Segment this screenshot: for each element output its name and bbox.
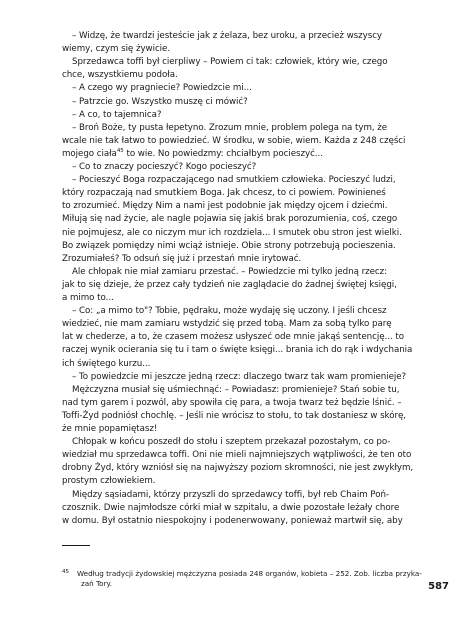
text-line: – Pocieszyć Boga rozpaczającego nad smutkiem człowieka. Pocieszyć ludzi,	[72, 175, 396, 186]
text-line: że mnie popamiętasz!	[62, 424, 158, 434]
text-line: jak to się dzieje, że przez cały tydzień nie zaglądacie do żadnej świętej księgi,	[62, 279, 397, 290]
text-line: lat w chederze, a to, że czasem możesz usłyszeć ode mnie jakąś sentencję... to	[62, 332, 404, 343]
text-line: Chłopak w końcu poszedł do stołu i szeptem przekazał pozostałym, co po-	[72, 437, 391, 448]
text-line: Bo związek pomiędzy nimi wciąż istnieje. Obie strony potrzebują pocieszenia.	[62, 240, 396, 251]
text-line: Toffi-Żyd podniósł chochlę. – Jeśli nie wrócisz to stołu, to tak dostaniesz w skórę,	[62, 410, 407, 421]
text-line: prostym człowiekiem.	[62, 476, 156, 487]
footnote-line-1: $^{45}$ Według tradycji żydowskiej mężczyzna posiada 248 organów, kobieta – 252. Zob. liczba przyka-	[62, 569, 422, 578]
text-line: wiemy, czym się żywicie.	[62, 44, 171, 55]
footnote-ref: 45	[116, 147, 124, 154]
text-line: Sprzedawca toffi był cierpliwy – Powiem ci tak: człowiek, który wie, czego	[72, 57, 388, 68]
text-line: wiedzieć, nie mam zamiaru wstydzić się przed tobą. Mam za sobą tylko parę	[62, 319, 392, 330]
footnote-number: 45	[62, 569, 69, 575]
text-line: – A co, to tajemnica?	[72, 109, 162, 120]
text-line: chce, wszystkiemu podoła.	[62, 70, 178, 81]
text-line: – To powiedzcie mi jeszcze jedną rzecz: dlaczego twarz tak wam promienieje?	[72, 371, 407, 382]
text-line: Między sąsiadami, którzy przyszli do sprzedawcy toffi, był reb Chaim Poń-	[72, 489, 389, 500]
text-line: wcale nie tak łatwo to powiedzieć. W środku, w sobie, wiem. Każda z 248 części	[62, 135, 406, 146]
text-line: – Patrzcie go. Wszystko muszę ci mówić?	[72, 96, 248, 107]
text-line: raczej wynik ocierania się tu i tam o święte księgi... brania ich do rąk i wdychania	[62, 345, 413, 356]
text-line: – Broń Boże, ty pusta łepetyno. Zrozum mnie, problem polega na tym, że	[72, 122, 388, 133]
text-line: Miłują się nad życie, ale nagle pojawia się jakiś brak porozumienia, coś, czego	[62, 214, 398, 225]
text-line: – Widzę, że twardzi jesteście jak z żelaza, bez uroku, a przecież wszyscy	[72, 31, 383, 41]
text-line: Zrozumiałeś? To odsuń się już i przestań mnie irytować.	[62, 253, 302, 264]
footnote-line-2: zań Tory.	[81, 579, 113, 588]
text-line: a mimo to...	[62, 293, 114, 303]
text-line: mojego ciała$^{45}$ to wie. No powiedzmy: chciałbym pocieszyć...	[62, 147, 323, 159]
text-line: – Co to znaczy pocieszyć? Kogo pocieszyć?	[72, 162, 257, 172]
text-line: wiedział mu sprzedawca toffi. Oni nie mieli najmniejszych wątpliwości, że ten oto	[62, 450, 412, 461]
footnote-rule	[62, 545, 90, 546]
text-line: czosznik. Dwie najmłodsze córki miał w szpitalu, a dwie pozostałe leżały chore	[62, 502, 400, 513]
page-number: 587	[428, 581, 449, 592]
text-line: to zrozumieć. Między Nim a nami jest podobnie jak między ojcem i dziećmi.	[62, 201, 388, 212]
text-line: w domu. Był ostatnio niespokojny i podenerwowany, ponieważ martwił się, aby	[62, 515, 403, 526]
text-line: – A czego wy pragniecie? Powiedzcie mi...	[72, 83, 252, 94]
text-line: nie pojmujesz, ale co niczym mur ich rozdziela... I smutek obu stron jest wielki.	[62, 227, 402, 238]
text-line: który rozpaczają nad smutkiem Boga. Jak chcesz, to ci powiem. Powinieneś	[62, 188, 386, 199]
text-line: nad tym garem i pozwól, aby spowiła cię para, a twoja twarz też będzie lśnić. –	[62, 397, 402, 408]
text-line: Ale chłopak nie miał zamiaru przestać. – Powiedzcie mi tylko jedną rzecz:	[72, 266, 388, 277]
text-line: drobny Żyd, który wzniósł się na najwyższy poziom skromności, nie jest zwykłym,	[62, 463, 414, 474]
text-line: ich świętego kurzu...	[62, 358, 151, 369]
text-line: Mężczyzna musiał się uśmiechnąć: – Powiadasz: promienieje? Stań sobie tu,	[72, 384, 400, 395]
text-line: – Co: „a mimo to"? Tobie, pędraku, może wydaję się uczony. I jeśli chcesz	[72, 306, 387, 317]
